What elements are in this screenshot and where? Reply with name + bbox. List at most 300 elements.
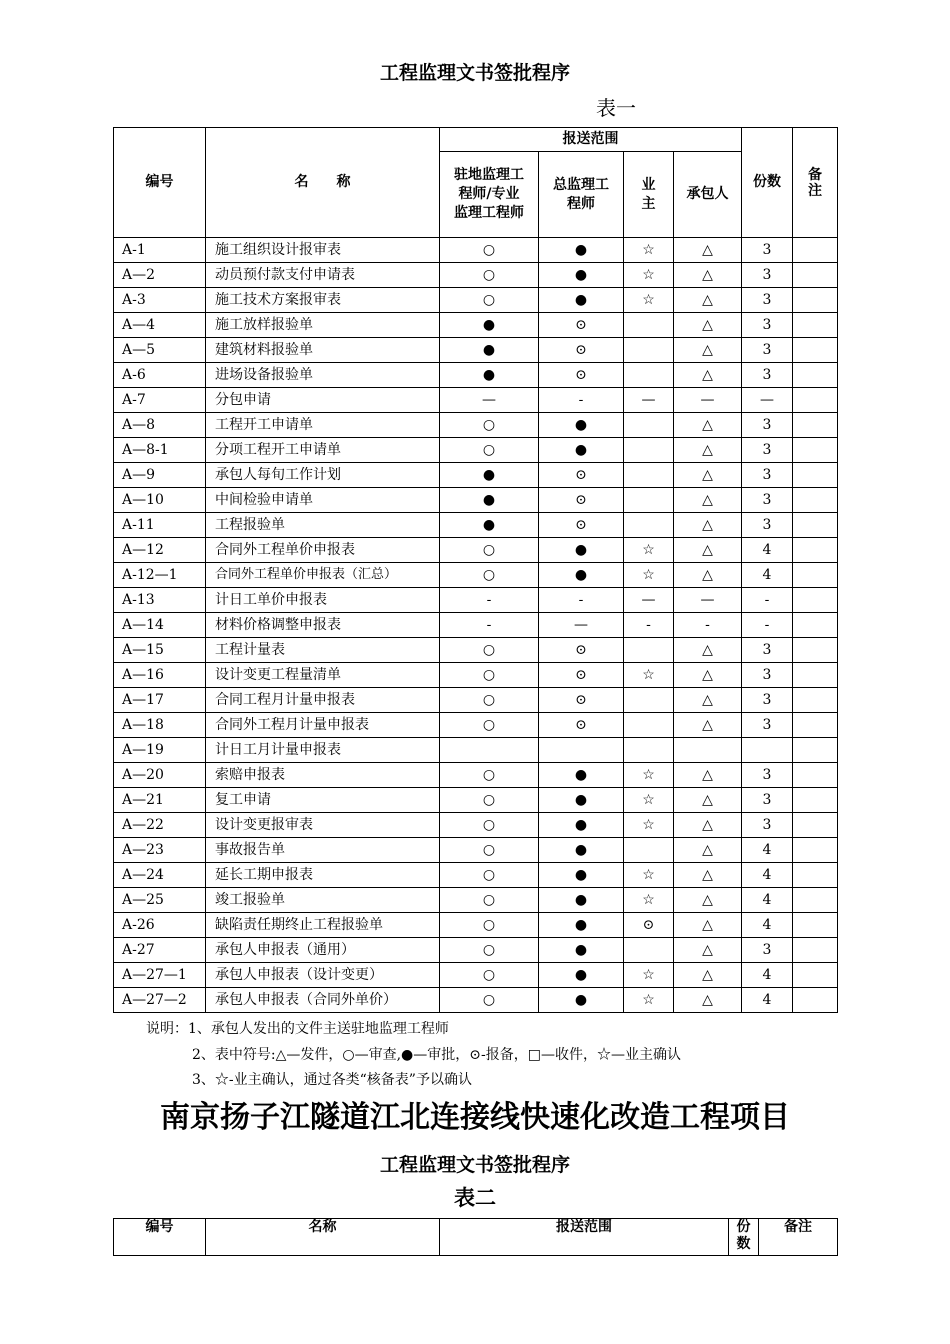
cell-remarks xyxy=(793,388,838,413)
table-row xyxy=(114,963,838,988)
cell-resident: ● xyxy=(440,313,539,338)
cell-chief: ● xyxy=(539,238,624,263)
cell-owner: - xyxy=(624,613,674,638)
t2-header-remarks: 备注 xyxy=(759,1219,838,1256)
cell-copies: - xyxy=(742,613,793,638)
cell-code: A—16 xyxy=(114,663,206,688)
cell-owner: — xyxy=(624,388,674,413)
cell-code: A—27—2 xyxy=(114,988,206,1013)
cell-owner: ☆ xyxy=(624,238,674,263)
cell-chief: ● xyxy=(539,563,624,588)
cell-code: A-7 xyxy=(114,388,206,413)
t2-header-copies: 份数 xyxy=(729,1219,759,1256)
cell-resident: ● xyxy=(440,338,539,363)
cell-resident: ○ xyxy=(440,438,539,463)
cell-copies: 4 xyxy=(742,838,793,863)
cell-owner xyxy=(624,413,674,438)
cell-contractor: - xyxy=(674,613,742,638)
cell-remarks xyxy=(793,463,838,488)
cell-contractor: △ xyxy=(674,638,742,663)
cell-owner xyxy=(624,938,674,963)
cell-owner xyxy=(624,488,674,513)
cell-copies: 4 xyxy=(742,963,793,988)
cell-resident: ○ xyxy=(440,663,539,688)
cell-contractor: △ xyxy=(674,888,742,913)
approval-table-one xyxy=(113,127,838,1013)
cell-contractor: △ xyxy=(674,913,742,938)
note-line-2: 2、表中符号:△—发件，○—审查,●—审批，⊙-报备，□—收件，☆—业主确认 xyxy=(192,1047,681,1063)
cell-remarks xyxy=(793,488,838,513)
cell-name: 建筑材料报验单 xyxy=(206,338,440,363)
cell-chief: ● xyxy=(539,963,624,988)
cell-name: 索赔申报表 xyxy=(206,763,440,788)
cell-name: 事故报告单 xyxy=(206,838,440,863)
cell-name: 合同工程月计量申报表 xyxy=(206,688,440,713)
cell-chief: ● xyxy=(539,263,624,288)
header-copies: 份数 xyxy=(742,128,793,238)
cell-chief: - xyxy=(539,588,624,613)
cell-resident: ○ xyxy=(440,963,539,988)
cell-remarks xyxy=(793,338,838,363)
cell-copies: 3 xyxy=(742,638,793,663)
cell-remarks xyxy=(793,963,838,988)
document-title-2: 工程监理文书签批程序 xyxy=(379,1154,570,1176)
cell-owner xyxy=(624,438,674,463)
table-row xyxy=(114,688,838,713)
cell-resident: ○ xyxy=(440,988,539,1013)
cell-copies: 3 xyxy=(742,338,793,363)
cell-chief: ● xyxy=(539,288,624,313)
cell-contractor: △ xyxy=(674,938,742,963)
cell-code: A-3 xyxy=(114,288,206,313)
cell-resident: ○ xyxy=(440,863,539,888)
cell-owner: — xyxy=(624,588,674,613)
cell-name: 计日工单价申报表 xyxy=(206,588,440,613)
table-row xyxy=(114,738,838,763)
cell-resident: ○ xyxy=(440,238,539,263)
cell-code: A-6 xyxy=(114,363,206,388)
cell-name: 施工技术方案报审表 xyxy=(206,288,440,313)
cell-name: 复工申请 xyxy=(206,788,440,813)
cell-name: 竣工报验单 xyxy=(206,888,440,913)
cell-code: A—18 xyxy=(114,713,206,738)
cell-resident: ○ xyxy=(440,538,539,563)
table-row xyxy=(114,513,838,538)
table-row xyxy=(114,838,838,863)
cell-code: A—17 xyxy=(114,688,206,713)
cell-resident: ○ xyxy=(440,838,539,863)
table-row xyxy=(114,763,838,788)
cell-remarks xyxy=(793,438,838,463)
cell-owner xyxy=(624,713,674,738)
cell-owner: ☆ xyxy=(624,538,674,563)
table-row xyxy=(114,338,838,363)
cell-copies: 3 xyxy=(742,763,793,788)
table-row xyxy=(114,988,838,1013)
table-row xyxy=(114,488,838,513)
cell-owner xyxy=(624,688,674,713)
cell-copies: 4 xyxy=(742,888,793,913)
cell-remarks xyxy=(793,763,838,788)
cell-code: A-13 xyxy=(114,588,206,613)
document-title: 工程监理文书签批程序 xyxy=(379,62,570,84)
t2-header-name: 名称 xyxy=(206,1219,440,1256)
cell-copies: 3 xyxy=(742,938,793,963)
cell-chief: ⊙ xyxy=(539,513,624,538)
cell-chief: ● xyxy=(539,413,624,438)
cell-remarks xyxy=(793,313,838,338)
cell-code: A—10 xyxy=(114,488,206,513)
cell-copies: 3 xyxy=(742,788,793,813)
cell-chief: ● xyxy=(539,763,624,788)
cell-copies: 3 xyxy=(742,438,793,463)
cell-contractor: △ xyxy=(674,763,742,788)
cell-contractor: △ xyxy=(674,713,742,738)
cell-owner: ☆ xyxy=(624,813,674,838)
cell-contractor: △ xyxy=(674,488,742,513)
cell-owner xyxy=(624,363,674,388)
cell-resident: ○ xyxy=(440,763,539,788)
cell-remarks xyxy=(793,588,838,613)
cell-code: A—12 xyxy=(114,538,206,563)
cell-resident: ○ xyxy=(440,688,539,713)
cell-remarks xyxy=(793,938,838,963)
cell-remarks xyxy=(793,638,838,663)
header-owner: 业主 xyxy=(624,152,674,238)
cell-contractor: △ xyxy=(674,313,742,338)
cell-copies: 4 xyxy=(742,538,793,563)
cell-code: A—20 xyxy=(114,763,206,788)
cell-resident: ○ xyxy=(440,563,539,588)
cell-copies: — xyxy=(742,388,793,413)
cell-code: A-27 xyxy=(114,938,206,963)
cell-remarks xyxy=(793,813,838,838)
cell-owner xyxy=(624,513,674,538)
cell-copies: 3 xyxy=(742,713,793,738)
cell-owner xyxy=(624,838,674,863)
cell-owner: ☆ xyxy=(624,563,674,588)
cell-code: A—8-1 xyxy=(114,438,206,463)
cell-owner xyxy=(624,313,674,338)
cell-owner: ☆ xyxy=(624,963,674,988)
cell-copies: 3 xyxy=(742,263,793,288)
cell-chief: ⊙ xyxy=(539,313,624,338)
cell-name: 工程报验单 xyxy=(206,513,440,538)
table-one-label: 表一 xyxy=(596,96,636,120)
cell-chief: ● xyxy=(539,913,624,938)
table-row xyxy=(114,663,838,688)
cell-owner: ☆ xyxy=(624,863,674,888)
note-line-1: 说明：1、承包人发出的文件主送驻地监理工程师 xyxy=(146,1021,449,1037)
cell-contractor: △ xyxy=(674,438,742,463)
table-row xyxy=(114,438,838,463)
cell-resident xyxy=(440,738,539,763)
cell-resident: ● xyxy=(440,363,539,388)
cell-contractor: △ xyxy=(674,863,742,888)
cell-name: 设计变更工程量清单 xyxy=(206,663,440,688)
cell-contractor: △ xyxy=(674,413,742,438)
cell-owner: ☆ xyxy=(624,888,674,913)
cell-remarks xyxy=(793,738,838,763)
table-two-label: 表二 xyxy=(454,1185,496,1210)
cell-chief: ⊙ xyxy=(539,463,624,488)
cell-remarks xyxy=(793,863,838,888)
cell-name: 计日工月计量申报表 xyxy=(206,738,440,763)
table-row xyxy=(114,463,838,488)
cell-name: 设计变更报审表 xyxy=(206,813,440,838)
cell-code: A—27—1 xyxy=(114,963,206,988)
cell-contractor: △ xyxy=(674,813,742,838)
cell-remarks xyxy=(793,788,838,813)
cell-owner xyxy=(624,638,674,663)
cell-copies xyxy=(742,738,793,763)
cell-code: A—22 xyxy=(114,813,206,838)
table-row xyxy=(114,713,838,738)
cell-contractor: △ xyxy=(674,963,742,988)
cell-chief xyxy=(539,738,624,763)
note-line-3: 3、☆-业主确认，通过各类“核备表”予以确认 xyxy=(192,1072,472,1088)
cell-name: 承包人每旬工作计划 xyxy=(206,463,440,488)
cell-copies: 3 xyxy=(742,513,793,538)
cell-resident: ○ xyxy=(440,888,539,913)
cell-name: 缺陷责任期终止工程报验单 xyxy=(206,913,440,938)
cell-copies: 3 xyxy=(742,238,793,263)
cell-resident: ○ xyxy=(440,788,539,813)
cell-resident: ○ xyxy=(440,913,539,938)
cell-resident: ● xyxy=(440,513,539,538)
cell-name: 中间检验申请单 xyxy=(206,488,440,513)
cell-name: 承包人申报表（通用） xyxy=(206,938,440,963)
cell-chief: ⊙ xyxy=(539,663,624,688)
cell-chief: ⊙ xyxy=(539,688,624,713)
cell-code: A—5 xyxy=(114,338,206,363)
cell-chief: ● xyxy=(539,938,624,963)
cell-remarks xyxy=(793,288,838,313)
cell-contractor: △ xyxy=(674,288,742,313)
cell-contractor: △ xyxy=(674,513,742,538)
table-one-body xyxy=(114,238,838,1013)
cell-copies: 3 xyxy=(742,813,793,838)
t2-header-scope: 报送范围 xyxy=(440,1219,729,1256)
cell-remarks xyxy=(793,713,838,738)
cell-resident: ● xyxy=(440,463,539,488)
cell-chief: ⊙ xyxy=(539,338,624,363)
cell-resident: ● xyxy=(440,488,539,513)
cell-owner: ⊙ xyxy=(624,913,674,938)
cell-contractor: △ xyxy=(674,338,742,363)
cell-remarks xyxy=(793,413,838,438)
cell-chief: ● xyxy=(539,788,624,813)
approval-table-two xyxy=(113,1218,838,1256)
cell-resident: ○ xyxy=(440,263,539,288)
cell-name: 承包人申报表（合同外单价） xyxy=(206,988,440,1013)
cell-resident: - xyxy=(440,613,539,638)
cell-owner xyxy=(624,463,674,488)
cell-resident: - xyxy=(440,588,539,613)
table-row xyxy=(114,813,838,838)
table-row xyxy=(114,538,838,563)
cell-remarks xyxy=(793,838,838,863)
cell-name: 工程计量表 xyxy=(206,638,440,663)
cell-remarks xyxy=(793,363,838,388)
cell-chief: ⊙ xyxy=(539,363,624,388)
cell-code: A—24 xyxy=(114,863,206,888)
cell-chief: ● xyxy=(539,888,624,913)
cell-remarks xyxy=(793,613,838,638)
cell-code: A—8 xyxy=(114,413,206,438)
header-resident-engineer: 驻地监理工程师/专业监理工程师 xyxy=(440,152,539,238)
table-row xyxy=(114,288,838,313)
cell-remarks xyxy=(793,888,838,913)
table-row xyxy=(114,938,838,963)
table-row xyxy=(114,888,838,913)
cell-owner: ☆ xyxy=(624,288,674,313)
cell-owner: ☆ xyxy=(624,788,674,813)
header-remarks: 备注 xyxy=(793,128,838,238)
header-name: 名 称 xyxy=(206,128,440,238)
cell-contractor: △ xyxy=(674,263,742,288)
cell-contractor: △ xyxy=(674,663,742,688)
cell-owner: ☆ xyxy=(624,263,674,288)
cell-name: 承包人申报表（设计变更） xyxy=(206,963,440,988)
table-row xyxy=(114,263,838,288)
cell-name: 延长工期申报表 xyxy=(206,863,440,888)
cell-contractor: △ xyxy=(674,463,742,488)
cell-code: A—19 xyxy=(114,738,206,763)
cell-chief: ⊙ xyxy=(539,713,624,738)
cell-name: 工程开工申请单 xyxy=(206,413,440,438)
cell-resident: ○ xyxy=(440,288,539,313)
cell-remarks xyxy=(793,663,838,688)
cell-chief: ● xyxy=(539,438,624,463)
cell-remarks xyxy=(793,563,838,588)
cell-code: A—21 xyxy=(114,788,206,813)
cell-name: 分包申请 xyxy=(206,388,440,413)
project-title: 南京扬子江隧道江北连接线快速化改造工程项目 xyxy=(160,1100,790,1135)
cell-chief: ● xyxy=(539,813,624,838)
cell-resident: ○ xyxy=(440,638,539,663)
cell-copies: - xyxy=(742,588,793,613)
table-row xyxy=(114,313,838,338)
cell-copies: 4 xyxy=(742,563,793,588)
cell-resident: ○ xyxy=(440,813,539,838)
table-row xyxy=(114,788,838,813)
table-row xyxy=(114,638,838,663)
cell-contractor: △ xyxy=(674,563,742,588)
cell-code: A-11 xyxy=(114,513,206,538)
cell-copies: 3 xyxy=(742,288,793,313)
cell-contractor: △ xyxy=(674,238,742,263)
header-contractor: 承包人 xyxy=(674,152,742,238)
cell-chief: ⊙ xyxy=(539,638,624,663)
table-row xyxy=(114,563,838,588)
table-row xyxy=(114,238,838,263)
table-row xyxy=(114,588,838,613)
cell-name: 合同外工程单价申报表（汇总） xyxy=(206,563,440,588)
cell-contractor: △ xyxy=(674,538,742,563)
cell-resident: — xyxy=(440,388,539,413)
cell-name: 合同外工程单价申报表 xyxy=(206,538,440,563)
cell-remarks xyxy=(793,988,838,1013)
cell-chief: ● xyxy=(539,538,624,563)
cell-chief: - xyxy=(539,388,624,413)
cell-contractor: △ xyxy=(674,838,742,863)
table-row xyxy=(114,363,838,388)
cell-resident: ○ xyxy=(440,938,539,963)
cell-contractor: △ xyxy=(674,363,742,388)
cell-owner xyxy=(624,338,674,363)
cell-code: A—15 xyxy=(114,638,206,663)
cell-remarks xyxy=(793,513,838,538)
cell-chief: ● xyxy=(539,863,624,888)
cell-contractor: △ xyxy=(674,688,742,713)
cell-contractor: — xyxy=(674,588,742,613)
table-row xyxy=(114,413,838,438)
cell-name: 分项工程开工申请单 xyxy=(206,438,440,463)
cell-chief: ● xyxy=(539,988,624,1013)
cell-name: 施工组织设计报审表 xyxy=(206,238,440,263)
cell-owner: ☆ xyxy=(624,988,674,1013)
cell-name: 合同外工程月计量申报表 xyxy=(206,713,440,738)
cell-copies: 4 xyxy=(742,913,793,938)
cell-remarks xyxy=(793,538,838,563)
cell-resident: ○ xyxy=(440,413,539,438)
cell-code: A—14 xyxy=(114,613,206,638)
cell-name: 动员预付款支付申请表 xyxy=(206,263,440,288)
cell-remarks xyxy=(793,913,838,938)
cell-contractor: — xyxy=(674,388,742,413)
cell-chief: ● xyxy=(539,838,624,863)
cell-remarks xyxy=(793,688,838,713)
header-code: 编号 xyxy=(114,128,206,238)
cell-name: 施工放样报验单 xyxy=(206,313,440,338)
cell-contractor: △ xyxy=(674,788,742,813)
cell-contractor xyxy=(674,738,742,763)
cell-copies: 3 xyxy=(742,663,793,688)
header-chief-engineer: 总监理工程师 xyxy=(539,152,624,238)
cell-copies: 3 xyxy=(742,413,793,438)
cell-code: A—2 xyxy=(114,263,206,288)
cell-copies: 3 xyxy=(742,688,793,713)
cell-code: A-12—1 xyxy=(114,563,206,588)
cell-code: A—9 xyxy=(114,463,206,488)
cell-code: A-1 xyxy=(114,238,206,263)
table-row xyxy=(114,913,838,938)
cell-copies: 4 xyxy=(742,988,793,1013)
cell-code: A—25 xyxy=(114,888,206,913)
table-row xyxy=(114,863,838,888)
cell-owner: ☆ xyxy=(624,763,674,788)
cell-code: A—4 xyxy=(114,313,206,338)
cell-copies: 3 xyxy=(742,488,793,513)
table-row xyxy=(114,613,838,638)
cell-owner: ☆ xyxy=(624,663,674,688)
cell-remarks xyxy=(793,238,838,263)
cell-copies: 3 xyxy=(742,313,793,338)
cell-remarks xyxy=(793,263,838,288)
cell-copies: 4 xyxy=(742,863,793,888)
cell-owner xyxy=(624,738,674,763)
cell-name: 材料价格调整申报表 xyxy=(206,613,440,638)
header-scope: 报送范围 xyxy=(440,128,742,152)
cell-copies: 3 xyxy=(742,363,793,388)
table-row xyxy=(114,388,838,413)
cell-chief: — xyxy=(539,613,624,638)
cell-resident: ○ xyxy=(440,713,539,738)
cell-code: A-26 xyxy=(114,913,206,938)
cell-copies: 3 xyxy=(742,463,793,488)
cell-name: 进场设备报验单 xyxy=(206,363,440,388)
